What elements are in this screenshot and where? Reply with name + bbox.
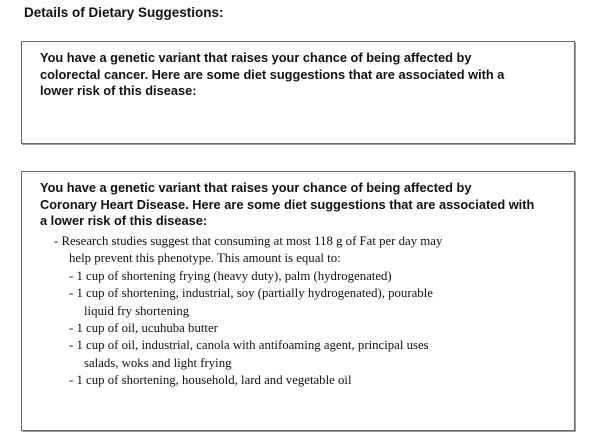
equivalent-item (22, 285, 574, 320)
intro-line: Coronary Heart Disease. Here are some diet suggestions that are associated with (40, 196, 535, 212)
equivalent-line: - 1 cup of shortening, household, lard and vegetable oil (69, 373, 352, 388)
equivalent-line: - 1 cup of oil, industrial, canola with antifoaming agent, principal uses (69, 338, 429, 353)
equivalent-line: salads, woks and light frying (84, 355, 232, 370)
equivalent-line: - 1 cup of shortening, industrial, soy (partially hydrogenated), pourable (69, 286, 433, 301)
intro-line: lower risk of this disease: (40, 83, 197, 98)
section-intro (40, 50, 555, 100)
section-intro (40, 180, 555, 230)
equivalent-item (22, 337, 574, 372)
suggestion-box-coronary-heart-disease (21, 171, 575, 431)
equivalent-item (22, 320, 574, 337)
page-title: Details of Dietary Suggestions: (24, 5, 224, 20)
equivalent-item (22, 372, 574, 389)
intro-line: colorectal cancer. Here are some diet suggestions that are associated with a (40, 66, 505, 82)
equivalent-line: liquid fry shortening (84, 303, 190, 318)
intro-line: You have a genetic variant that raises your chance of being affected by (40, 180, 472, 195)
equivalent-item (22, 268, 574, 285)
equivalent-line: - 1 cup of shortening frying (heavy duty), palm (hydrogenated) (69, 268, 392, 283)
suggestion-box-colorectal-cancer (21, 41, 575, 144)
intro-line: You have a genetic variant that raises your chance of being affected by (40, 50, 472, 65)
equivalent-line: - 1 cup of oil, ucuhuba butter (69, 321, 218, 336)
fat-recommendation (22, 233, 574, 268)
suggestion-list (22, 233, 574, 390)
intro-line: a lower risk of this disease: (40, 213, 208, 228)
recommendation-line: - Research studies suggest that consuming at most 118 g of Fat per day may (54, 234, 443, 248)
recommendation-line: help prevent this phenotype. This amount is equal to: (69, 251, 341, 266)
